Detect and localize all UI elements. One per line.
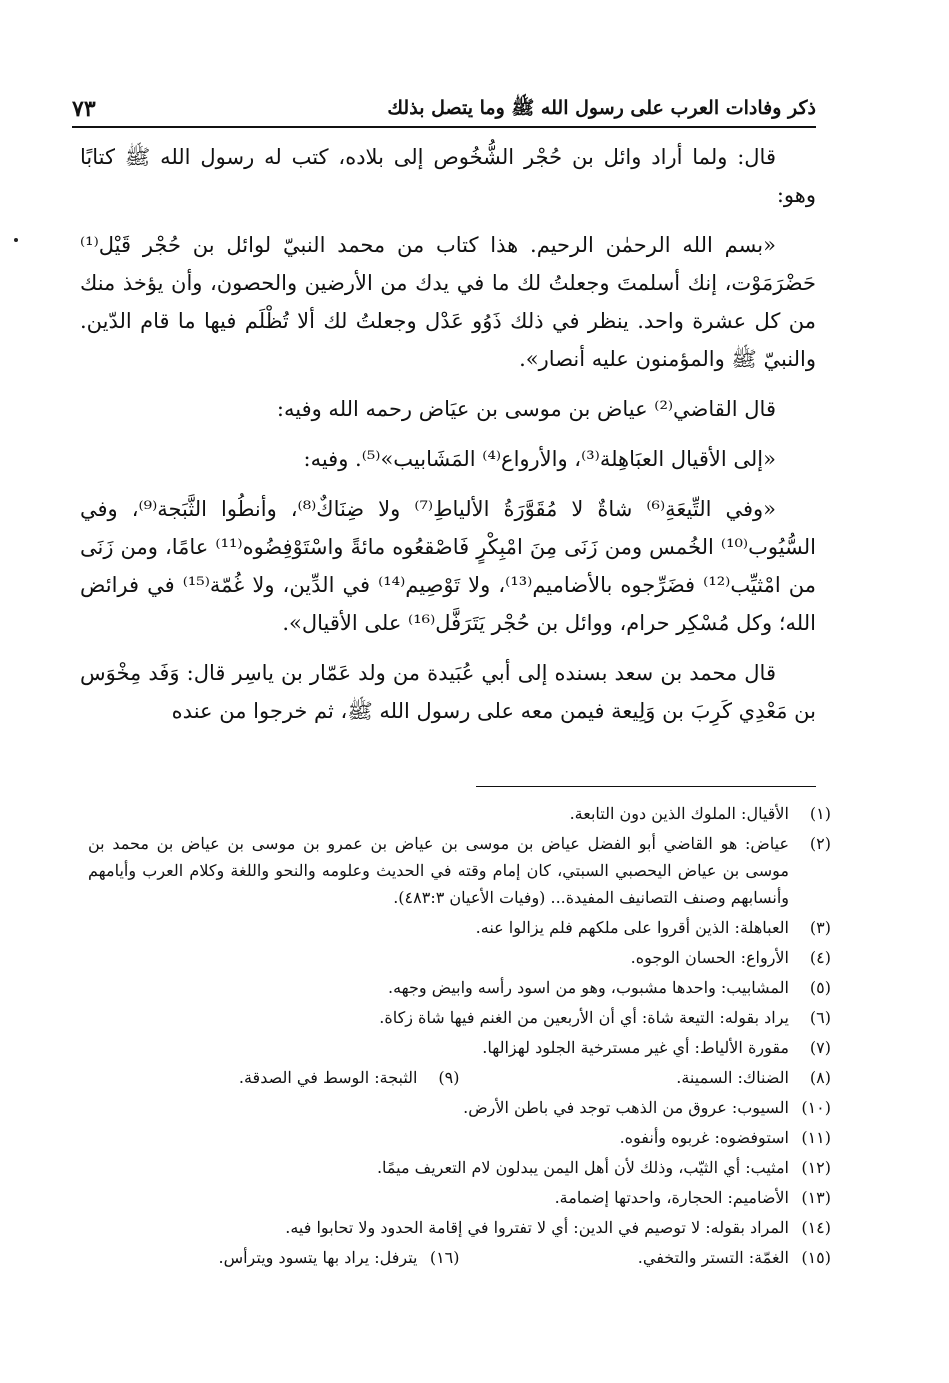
footnote-1: [88, 800, 831, 827]
paragraph-4: «إلى الأقيال العبَاهِلة⁽³⁾، والأرواع⁽⁴⁾ المَشَابيب»⁽⁵⁾. وفيه:: [303, 447, 776, 471]
footnote-8: [460, 1064, 832, 1091]
footnote-11: [88, 1124, 831, 1151]
footnote-divider: [476, 786, 816, 787]
footnote-row-8-9: [88, 1064, 831, 1091]
footnote-text: الأضاميم: الحجارة، واحدتها إضمامة.: [554, 1188, 789, 1207]
header-divider: [72, 126, 816, 128]
paragraph-2-letter: «بسم الله الرحمٰن الرحيم. هذا كتاب من محمد النبيّ لوائل بن حُجْر قَيْل⁽¹⁾ حَضْرَمَوْت، إنك أسلمتَ وجعلتُ لك ما في يدك من الأرضين والحصون، وأن يؤخذ منك من كل عشرة واحد. ينظر في ذلك ذَوُو عَدْل وجعلتُ لك ألا تُظْلَم فيها ما قام الدّين. والنبيّ ﷺ والمؤمنون عليه أنصار».: [80, 233, 816, 371]
footnote-text: يراد بقوله: التيعة شاة: أي أن الأربعين من الغنم فيها شاة زكاة.: [379, 1008, 789, 1027]
footnote-number: (١٥): [801, 1248, 831, 1267]
footnote-text: عياض: هو القاضي أبو الفضل عياض بن موسى بن عياض بن عمرو بن موسى بن عياض بن محمد بن موسى بن عياض اليحصبي السبتي، كان إمام وقته في الحديث وعلومه والنحو واللغة وكلام العرب وأيامهم وأنسابهم وصنف التصانيف المفيدة... (وفيات الأعيان ٤٨٣:٣).: [88, 834, 789, 907]
footnote-text: الثبجة: الوسط في الصدقة.: [238, 1068, 418, 1087]
paragraph-3: قال القاضي⁽²⁾ عياض بن موسى بن عيَاض رحمه الله وفيه:: [276, 397, 776, 421]
footnote-number: (٨): [809, 1068, 831, 1087]
footnote-text: يترفل: يراد بها يتسود ويترأس.: [218, 1248, 418, 1267]
footnote-number: (١٦): [429, 1248, 460, 1267]
footnote-number: (١٢): [801, 1158, 831, 1177]
footnote-text: السيوب: عروق من الذهب توجد في باطن الأرض.: [463, 1098, 789, 1117]
footnote-9: [88, 1064, 460, 1091]
footnote-5: [88, 974, 831, 1001]
footnote-text: المشابيب: واحدها مشبوب، وهو من اسود رأسه وابيض وجهه.: [387, 978, 789, 997]
footnote-15: [460, 1244, 832, 1271]
chapter-title: ذكر وفادات العرب على رسول الله ﷺ وما يتصل بذلك: [387, 97, 816, 119]
footnote-text: العباهلة: الذين أقروا على ملكهم فلم يزالوا عنه.: [475, 918, 789, 937]
paragraph-6: قال محمد بن سعد بسنده إلى أبي عُبَيدة من ولد عَمّار بن ياسِر قال: وَفَد مِخْوَس بن مَعْدِي كَرِبَ بن وَلِيعة فيمن معه على رسول الله ﷺ، ثم خرجوا من عنده: [80, 661, 816, 723]
footnote-text: الضناك: السمينة.: [676, 1068, 789, 1087]
paragraph-5-letter: «وفي التِّيعَةِ⁽⁶⁾ شاةٌ لا مُقَوَّرَةُ الألياطِ⁽⁷⁾ ولا ضِنَاكٌ⁽⁸⁾، وأنطُوا الثَّبَجة⁽⁹⁾، وفي السُّيُوب⁽¹⁰⁾ الخُمس ومن زَنَى مِنَ امْبِكْرٍ فَاصْقعُوه مائةً واسْتَوْفِضُوه⁽¹¹⁾ عامًا، ومن زَنَى من امْثيِّب⁽¹²⁾ فضَرِّجوه بالأضاميم⁽¹³⁾، ولا تَوْصِيم⁽¹⁴⁾ في الدِّين، ولا غُمّة⁽¹⁵⁾ في فرائض الله؛ وكل مُسْكِر حرام، ووائل بن حُجْر يَتَرَفَّل⁽¹⁶⁾ على الأقيال».: [80, 497, 817, 635]
footnote-number: (٥): [809, 978, 831, 997]
footnote-2: [88, 830, 831, 911]
footnote-number: (١١): [801, 1128, 831, 1147]
footnote-number: (١٤): [801, 1218, 831, 1237]
page-number: ٧٣: [72, 96, 96, 122]
footnote-number: (١): [809, 804, 831, 823]
footnote-text: مقورة الألياط: أي غير مسترخية الجلود لهزالها.: [482, 1038, 789, 1057]
footnote-number: (٩): [438, 1068, 460, 1087]
footnote-number: (٣): [809, 918, 831, 937]
footnote-number: (١٠): [801, 1098, 831, 1117]
footnote-text: الأرواع: الحسان الوجوه.: [630, 948, 789, 967]
footnote-text: الأقيال: الملوك الذين دون التابعة.: [569, 804, 789, 823]
footnote-12: [88, 1154, 831, 1181]
footnote-4: [88, 944, 831, 971]
footnote-text: الغمّة: التستر والتخفي.: [637, 1248, 789, 1267]
footnote-16: [88, 1244, 460, 1271]
running-header: [72, 96, 816, 128]
paragraph-1: قال: ولما أراد وائل بن حُجْر الشُّخُوص إلى بلاده، كتب له رسول الله ﷺ كتابًا وهو:: [80, 145, 816, 207]
main-text: [80, 138, 816, 742]
footnote-3: [88, 914, 831, 941]
footnote-text: المراد بقوله: لا توصيم في الدين: أي لا تفتروا في إقامة الحدود ولا تحابوا فيه.: [285, 1218, 789, 1237]
footnote-number: (٤): [809, 948, 831, 967]
footnotes: [88, 800, 831, 1274]
footnote-14: [88, 1214, 831, 1241]
footnote-7: [88, 1034, 831, 1061]
footnote-row-15-16: [88, 1244, 831, 1271]
footnote-6: [88, 1004, 831, 1031]
footnote-number: (٦): [809, 1008, 831, 1027]
footnote-text: امثيب: أي الثيّب، وذلك لأن أهل اليمن يبدلون لام التعريف ميمًا.: [376, 1158, 789, 1177]
footnote-number: (٧): [809, 1038, 831, 1057]
footnote-number: (١٣): [801, 1188, 831, 1207]
footnote-text: استوفضوه: غربوه وأنفوه.: [619, 1128, 789, 1147]
footnote-10: [88, 1094, 831, 1121]
footnote-13: [88, 1184, 831, 1211]
footnote-number: (٢): [809, 834, 831, 853]
scan-speck: [14, 238, 18, 242]
